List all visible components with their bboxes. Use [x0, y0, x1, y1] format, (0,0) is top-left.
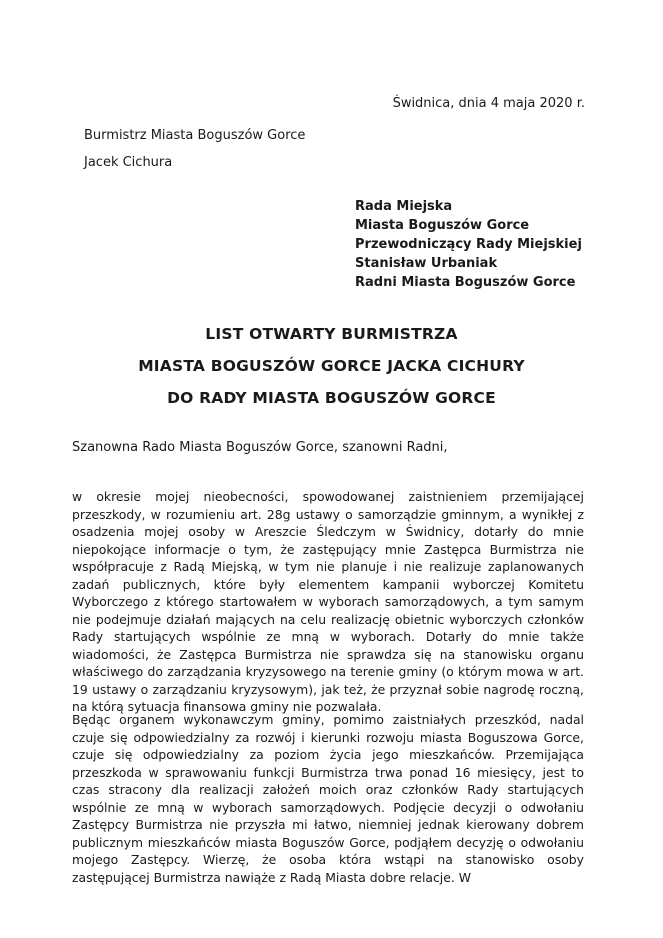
- recipient-line: Stanisław Urbaniak: [355, 256, 498, 271]
- body-paragraph: w okresie mojej nieobecności, spowodowanej zaistnieniem przemijającej przeszkody, w rozumieniu art. 28g ustawy o samorządzie gminnym, a wynikłej z osadzenia mojej osoby w Areszcie Śledczym w Świdnicy, dotarły do mnie niepokojące informacje o tym, że zastępujący mnie Zastępca Burmistrza nie współpracuje z Radą Miejską, w tym nie planuje i nie realizuje zaplanowanych zadań publicznych, które były elementem kampanii wyborczej Komitetu Wyborczego z którego startowałem w wyborach samorządowych, a tym samym nie podejmuje działań mających na celu realizację obietnic wyborczych członków Rady startujących wspólnie ze mną w wyborach. Dotarły do mnie także wiadomości, że Zastępca Burmistrza nie sprawdza się na stanowisku organu właściwego do zarządzania kryzysowego na terenie gminy (o którym mowa w art. 19 ustawy o zarządzaniu kryzysowym), jak też, że przyznał sobie nagrodę roczną, na którą sytuacja finansowa gminy nie pozwalała.: [72, 489, 584, 714]
- sender-block: [84, 122, 305, 176]
- recipient-line: Przewodniczący Rady Miejskiej: [355, 237, 582, 252]
- letter-title: [0, 318, 663, 414]
- recipient-line: Miasta Boguszów Gorce: [355, 218, 530, 233]
- salutation: Szanowna Rado Miasta Boguszów Gorce, szanowni Radni,: [72, 440, 448, 455]
- letter-date: Świdnica, dnia 4 maja 2020 r.: [392, 96, 585, 111]
- title-line: MIASTA BOGUSZÓW GORCE JACKA CICHURY: [138, 357, 525, 375]
- sender-title: Burmistrz Miasta Boguszów Gorce: [84, 128, 306, 143]
- recipient-block: [355, 197, 582, 292]
- title-line: DO RADY MIASTA BOGUSZÓW GORCE: [167, 389, 496, 407]
- body-paragraph: Będąc organem wykonawczym gminy, pomimo zaistniałych przeszkód, nadal czuje się odpowiedzialny za rozwój i kierunki rozwoju miasta Boguszowa Gorce, czuje się odpowiedzialny za poziom życia jego mieszkańców. Przemijająca przeszkoda w sprawowaniu funkcji Burmistrza trwa ponad 16 miesięcy, jest to czas stracony dla realizacji założeń moich oraz członków Rady startujących wspólnie ze mną w wyborach samorządowych. Podjęcie decyzji o odwołaniu Zastępcy Burmistrza nie przyszła mi łatwo, niemniej jednak kierowany dobrem publicznym mieszkańców miasta Boguszów Gorce, podjąłem decyzję o odwołaniu mojego Zastępcy. Wierzę, że osoba która wstąpi na stanowisko osoby zastępującej Burmistrza nawiąże z Radą Miasta dobre relacje. W: [72, 712, 584, 885]
- title-line: LIST OTWARTY BURMISTRZA: [205, 325, 458, 343]
- recipient-line: Radni Miasta Boguszów Gorce: [355, 275, 576, 290]
- sender-name: Jacek Cichura: [84, 155, 173, 170]
- recipient-line: Rada Miejska: [355, 199, 453, 214]
